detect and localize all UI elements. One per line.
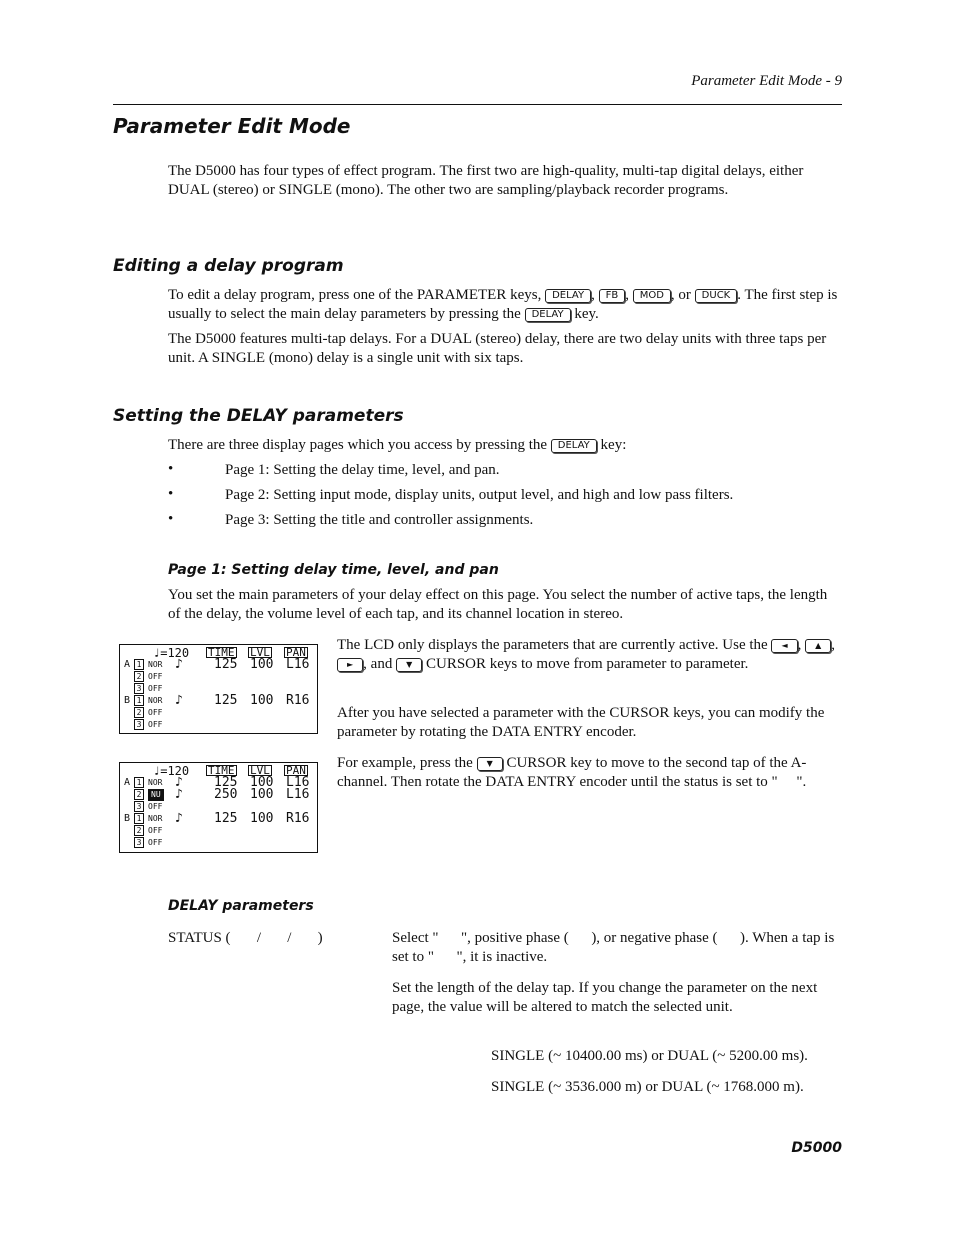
lcd-tap-number: 1 — [134, 659, 144, 670]
bullet-2: • — [168, 486, 174, 502]
lcd-time-value: 125 — [214, 811, 238, 826]
lcd-tempo: ♩=120 — [153, 764, 190, 778]
delay-key[interactable]: DELAY — [545, 289, 591, 303]
bullet-3: • — [168, 511, 174, 527]
lcd-status: OFF — [148, 720, 163, 729]
lcd-note-icon: ♪ — [175, 787, 183, 802]
lcd-level-value: 100 — [250, 657, 274, 672]
lcd-tap-number: 1 — [134, 813, 144, 824]
lcd-status: NOR — [148, 660, 163, 669]
lcd-status: OFF — [148, 826, 163, 835]
duck-key[interactable]: DUCK — [695, 289, 738, 303]
lcd-pan-value: L16 — [286, 775, 310, 790]
editing-paragraph-1: To edit a delay program, press one of the PARAMETER keys, DELAY , FB , MOD , or DUCK . The first step is usually to select the main delay parameters by pressing the DELAY key. — [168, 287, 838, 322]
lcd-note-icon: ♪ — [175, 693, 183, 708]
delay-key[interactable]: DELAY — [551, 439, 597, 453]
lcd-tap-number: 3 — [134, 837, 144, 848]
lcd-status: OFF — [148, 672, 163, 681]
lcd-status: OFF — [148, 684, 163, 693]
footer-model: D5000 — [791, 1140, 842, 1156]
lcd-status: NOR — [148, 814, 163, 823]
lcd-tap-row — [120, 671, 317, 683]
lcd-tap-number: 2 — [134, 825, 144, 836]
lcd-col-pan: PAN — [286, 646, 306, 659]
page1-paragraph: You set the main parameters of your delay effect on this page. You select the number of active taps, the length of the delay, the volume level of each tap, and its channel location in stereo. — [168, 587, 828, 622]
lcd-paragraph-3: For example, press the ▼ CURSOR key to move to the second tap of the A-channel. Then rotate the DATA ENTRY encoder until the status is set to " ". — [337, 755, 807, 790]
lcd-channel: A — [123, 659, 131, 670]
lcd-time-value: 125 — [214, 775, 238, 790]
lcd-level-value: 100 — [250, 787, 274, 802]
lcd-paragraph-1: The LCD only displays the parameters that are currently active. Use the ◄ , ▲ , ► , and ▼ CURSOR keys to move from parameter to parameter. — [337, 637, 835, 672]
header-rule — [113, 104, 842, 105]
lcd-tap-number: 2 — [134, 789, 144, 800]
lcd-pan-value: R16 — [286, 811, 310, 826]
lcd-pan-value: L16 — [286, 657, 310, 672]
lcd-note-icon: ♪ — [175, 657, 183, 672]
lcd-status: OFF — [148, 838, 163, 847]
lcd-status: NU — [148, 789, 164, 801]
lcd-col-lvl: LVL — [250, 764, 270, 777]
lcd-tap-number: 3 — [134, 719, 144, 730]
lcd-tap-row — [120, 825, 317, 837]
lcd-paragraph-2: After you have selected a parameter with the CURSOR keys, you can modify the parameter by rotating the DATA ENTRY encoder. — [337, 705, 825, 740]
lcd-level-value: 100 — [250, 693, 274, 708]
lcd-tap-row — [120, 789, 317, 801]
lcd-display-1 — [119, 644, 318, 734]
setting-heading: Setting the DELAY parameters — [113, 406, 404, 426]
fb-key[interactable]: FB — [599, 289, 626, 303]
running-header: Parameter Edit Mode - 9 — [691, 73, 842, 89]
setting-paragraph: There are three display pages which you access by pressing the DELAY key: — [168, 437, 627, 453]
bullet-text-2: Page 2: Setting input mode, display units, output level, and high and low pass filters. — [225, 487, 734, 503]
lcd-tap-number: 1 — [134, 695, 144, 706]
lcd-col-lvl: LVL — [250, 646, 270, 659]
lcd-time-value: 125 — [214, 693, 238, 708]
lcd-col-time: TIME — [208, 646, 235, 659]
bullet-text-1: Page 1: Setting the delay time, level, and pan. — [225, 462, 500, 478]
lcd-status: NOR — [148, 778, 163, 787]
delay-key[interactable]: DELAY — [525, 308, 571, 322]
cursor-up-key[interactable]: ▲ — [805, 639, 831, 653]
lcd-tap-number: 3 — [134, 801, 144, 812]
lcd-channel: B — [123, 695, 131, 706]
lcd-tap-number: 2 — [134, 671, 144, 682]
page-title: Parameter Edit Mode — [113, 114, 351, 138]
lcd-time-value: 125 — [214, 657, 238, 672]
lcd-level-value: 100 — [250, 811, 274, 826]
lcd-pan-value: L16 — [286, 787, 310, 802]
lcd-tap-row — [120, 719, 317, 731]
lcd-tempo: ♩=120 — [153, 646, 190, 660]
lcd-tap-row — [120, 837, 317, 849]
lcd-channel: A — [123, 777, 131, 788]
lcd-time-value: 250 — [214, 787, 238, 802]
mod-key[interactable]: MOD — [633, 289, 671, 303]
lcd-tap-row — [120, 813, 317, 825]
cursor-down-key[interactable]: ▼ — [396, 658, 422, 672]
time-range-m: SINGLE (~ 3536.000 m) or DUAL (~ 1768.000 m). — [491, 1079, 804, 1095]
time-range-ms: SINGLE (~ 10400.00 ms) or DUAL (~ 5200.00 ms). — [491, 1048, 808, 1064]
editing-heading: Editing a delay program — [113, 256, 344, 276]
lcd-tap-number: 3 — [134, 683, 144, 694]
lcd-pan-value: R16 — [286, 693, 310, 708]
lcd-col-pan: PAN — [286, 764, 306, 777]
time-description: Set the length of the delay tap. If you change the parameter on the next page, the value will be altered to match the selected unit. — [392, 980, 818, 1015]
cursor-left-key[interactable]: ◄ — [771, 639, 797, 653]
editing-paragraph-2: The D5000 features multi-tap delays. For a DUAL (stereo) delay, there are two delay units with three taps per unit. A SINGLE (mono) delay is a single unit with six taps. — [168, 331, 827, 366]
lcd-tap-row — [120, 659, 317, 671]
lcd-col-time: TIME — [208, 764, 235, 777]
status-label: STATUS ( / / ) — [168, 930, 323, 946]
lcd-level-value: 100 — [250, 775, 274, 790]
lcd-tap-number: 1 — [134, 777, 144, 788]
cursor-right-key[interactable]: ► — [337, 658, 363, 672]
bullet-1: • — [168, 461, 174, 477]
status-description: Select " ", positive phase ( ), or negative phase ( ). When a tap is set to " ", it is inactive. — [392, 930, 835, 965]
page1-heading: Page 1: Setting delay time, level, and pan — [168, 562, 499, 578]
lcd-status: NOR — [148, 696, 163, 705]
intro-paragraph: The D5000 has four types of effect program. The first two are high-quality, multi-tap digital delays, either DUAL (stereo) or SINGLE (mono). The other two are sampling/playback recorder programs. — [168, 163, 804, 198]
lcd-tap-row — [120, 707, 317, 719]
lcd-tap-number: 2 — [134, 707, 144, 718]
lcd-display-2 — [119, 762, 318, 853]
lcd-status: OFF — [148, 802, 163, 811]
lcd-status: OFF — [148, 708, 163, 717]
bullet-text-3: Page 3: Setting the title and controller assignments. — [225, 512, 534, 528]
lcd-channel: B — [123, 813, 131, 824]
lcd-note-icon: ♪ — [175, 775, 183, 790]
delay-params-heading: DELAY parameters — [168, 898, 314, 914]
lcd-tap-row — [120, 695, 317, 707]
cursor-down-key[interactable]: ▼ — [477, 757, 503, 771]
lcd-note-icon: ♪ — [175, 811, 183, 826]
